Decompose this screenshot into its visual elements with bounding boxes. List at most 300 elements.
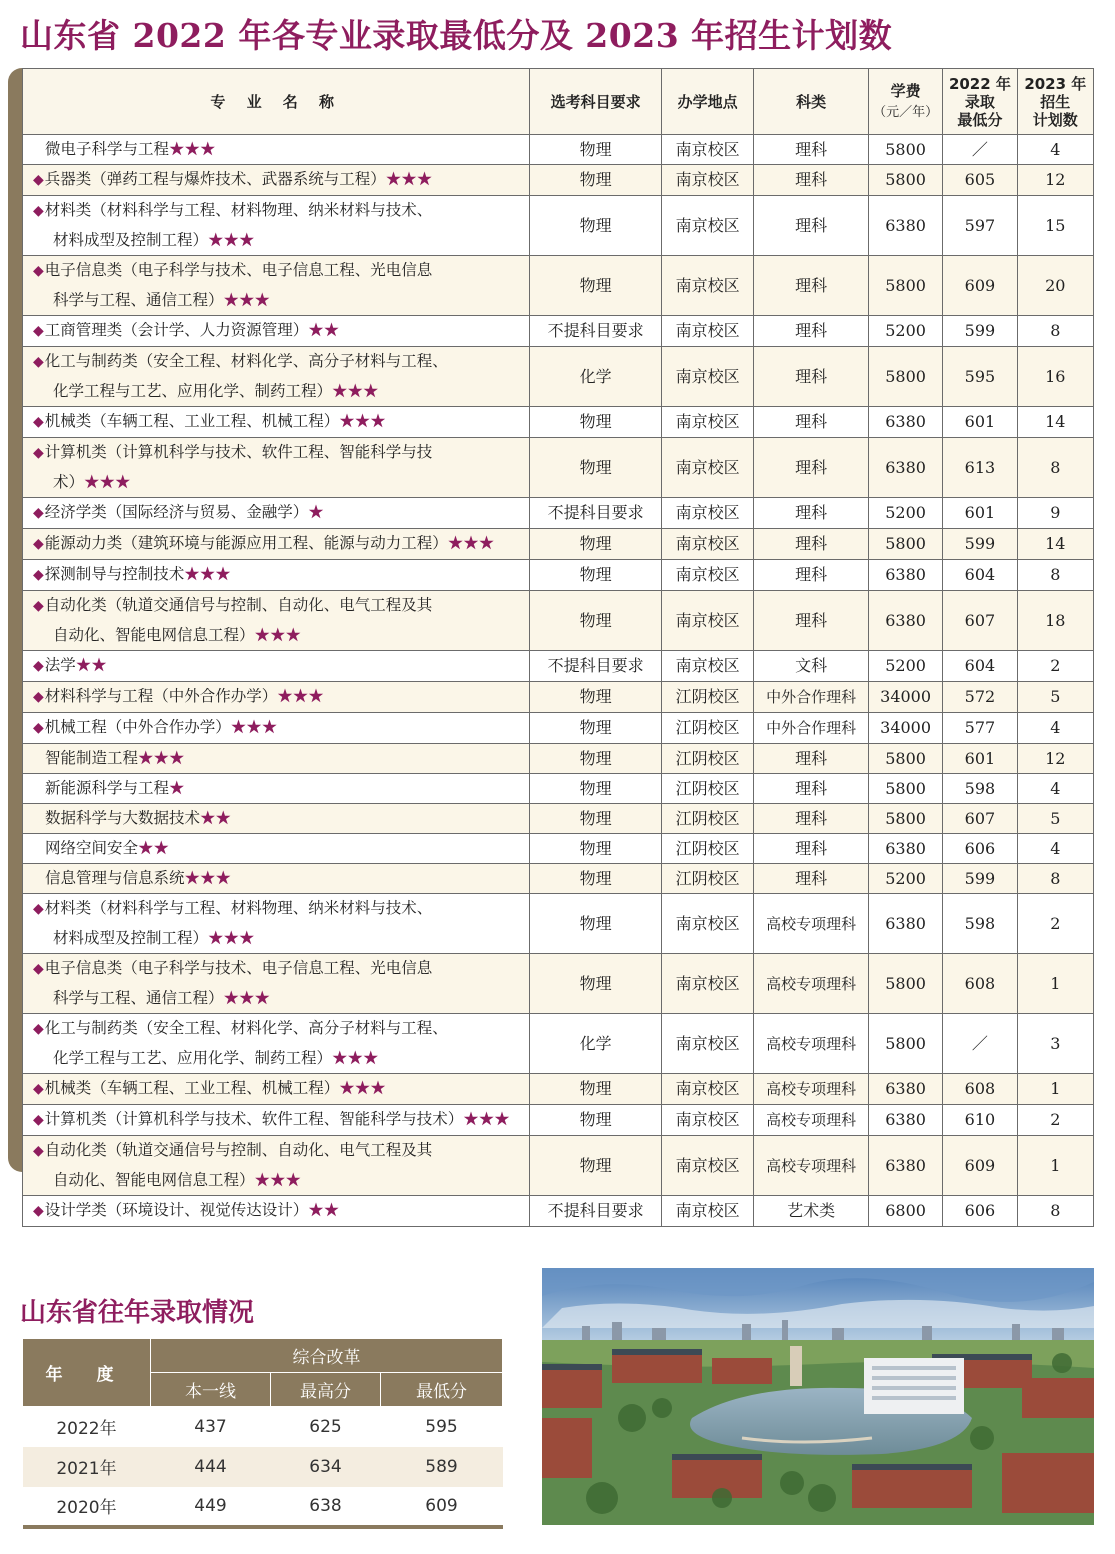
- page-title: 山东省 2022 年各专业录取最低分及 2023 年招生计划数: [20, 16, 893, 55]
- major-name: 机械类（车辆工程、工业工程、机械工程）: [44, 412, 340, 430]
- star-rating: ★★★: [169, 140, 216, 158]
- star-rating: ★★★: [84, 473, 131, 491]
- fee-cell: 6380: [868, 196, 942, 256]
- table-row: [23, 1014, 1094, 1074]
- history-max-cell: 625: [309, 1416, 342, 1437]
- star-rating: ★★★: [447, 534, 495, 552]
- fee-cell: 6380: [868, 407, 942, 438]
- diamond-icon: ◆: [33, 1203, 44, 1219]
- subject-cell: 不提科目要求: [530, 316, 662, 347]
- plan-cell: 8: [1017, 1196, 1093, 1227]
- min-score-cell: 599: [943, 864, 1017, 894]
- table-row: [23, 894, 1094, 954]
- major-name-cell: [23, 591, 530, 651]
- min-score-cell: 609: [943, 1136, 1017, 1196]
- fee-cell: 6380: [868, 438, 942, 498]
- min-score-cell: 610: [943, 1105, 1017, 1136]
- subject-cell: 物理: [530, 529, 662, 560]
- history-col-max: 最高分: [271, 1373, 381, 1407]
- subject-cell: 物理: [530, 713, 662, 744]
- category-cell: 文科: [754, 651, 869, 682]
- table-row: [23, 834, 1094, 864]
- category-cell: 高校专项理科: [754, 1074, 869, 1105]
- major-name: 设计学类（环境设计、视觉传达设计）: [44, 1201, 309, 1219]
- major-name-cont: 化学工程与工艺、应用化学、制药工程）: [53, 1049, 333, 1067]
- category-cell: 高校专项理科: [754, 954, 869, 1014]
- header-plan-line2: 招生: [1040, 92, 1071, 111]
- history-min-cell: 589: [381, 1447, 503, 1487]
- subject-cell: 化学: [530, 1014, 662, 1074]
- major-name-cell: [23, 256, 530, 316]
- diamond-icon: ◆: [33, 658, 44, 674]
- plan-cell: 1: [1017, 1136, 1093, 1196]
- table-row: [23, 196, 1094, 256]
- major-name: 网络空间安全: [45, 839, 139, 857]
- table-row: [23, 560, 1094, 591]
- category-cell: 理科: [754, 407, 869, 438]
- category-cell: 高校专项理科: [754, 1014, 869, 1074]
- fee-cell: 5800: [868, 256, 942, 316]
- campus-cell: 南京校区: [661, 1136, 753, 1196]
- major-name: 电子信息类（电子科学与技术、电子信息工程、光电信息: [44, 261, 433, 279]
- category-cell: 理科: [754, 804, 869, 834]
- major-name-cell: [23, 1074, 530, 1105]
- major-name-cell: [23, 529, 530, 560]
- campus-cell: 江阴校区: [661, 713, 753, 744]
- category-cell: 理科: [754, 135, 869, 165]
- star-rating: ★★★: [463, 1110, 510, 1128]
- major-name-cell: [23, 407, 530, 438]
- plan-cell: 3: [1017, 1014, 1093, 1074]
- table-row: [23, 256, 1094, 316]
- table-row: [23, 165, 1094, 196]
- table-row: [23, 1136, 1094, 1196]
- plan-cell: 20: [1017, 256, 1093, 316]
- table-row: [23, 529, 1094, 560]
- campus-cell: 南京校区: [661, 651, 753, 682]
- major-name-cell: [23, 682, 530, 713]
- star-rating: ★★★: [230, 718, 278, 736]
- min-score-cell: 606: [943, 1196, 1017, 1227]
- fee-cell: 34000: [868, 713, 942, 744]
- table-row: [23, 1196, 1094, 1227]
- fee-cell: 6380: [868, 1105, 942, 1136]
- diamond-icon: ◆: [33, 1081, 44, 1097]
- history-table-body: [23, 1407, 503, 1527]
- major-name-cell: [23, 864, 530, 894]
- subject-cell: 物理: [530, 894, 662, 954]
- table-row: [23, 864, 1094, 894]
- header-category: 科类: [754, 69, 869, 135]
- plan-cell: 4: [1017, 713, 1093, 744]
- diamond-icon: ◆: [33, 414, 44, 430]
- star-rating: ★★★: [208, 929, 255, 947]
- subject-cell: 物理: [530, 165, 662, 196]
- major-name-cont: 材料成型及控制工程）: [53, 929, 209, 947]
- min-score-cell: 599: [943, 316, 1017, 347]
- subject-cell: 物理: [530, 834, 662, 864]
- fee-cell: 6800: [868, 1196, 942, 1227]
- fee-cell: 5800: [868, 804, 942, 834]
- header-fee: [868, 69, 942, 135]
- category-cell: 理科: [754, 560, 869, 591]
- min-score-cell: 608: [943, 1074, 1017, 1105]
- category-cell: 理科: [754, 165, 869, 196]
- table-row: [23, 1105, 1094, 1136]
- subject-cell: 不提科目要求: [530, 498, 662, 529]
- diamond-icon: ◆: [33, 961, 44, 977]
- major-name: 化工与制药类（安全工程、材料化学、高分子材料与工程、: [44, 1019, 448, 1037]
- header-min-line2: 录取: [964, 92, 995, 111]
- table-row: [23, 316, 1094, 347]
- major-name: 材料科学与工程（中外合作办学）: [44, 687, 278, 705]
- plan-cell: 4: [1017, 834, 1093, 864]
- fee-cell: 6380: [868, 1136, 942, 1196]
- major-name: 数据科学与大数据技术: [45, 809, 201, 827]
- campus-cell: 南京校区: [661, 256, 753, 316]
- plan-cell: 9: [1017, 498, 1093, 529]
- category-cell: 中外合作理科: [754, 682, 869, 713]
- campus-cell: 江阴校区: [661, 804, 753, 834]
- history-row: [23, 1447, 503, 1487]
- table-row: [23, 804, 1094, 834]
- diamond-icon: ◆: [33, 172, 44, 188]
- major-name-cell: [23, 135, 530, 165]
- major-name-cell: [23, 1136, 530, 1196]
- diamond-icon: ◆: [33, 720, 44, 736]
- category-cell: 高校专项理科: [754, 894, 869, 954]
- history-year-cell: 2021年: [23, 1447, 151, 1487]
- subject-cell: 不提科目要求: [530, 651, 662, 682]
- diamond-icon: ◆: [33, 505, 44, 521]
- major-name: 机械类（车辆工程、工业工程、机械工程）: [44, 1079, 340, 1097]
- diamond-icon: ◆: [33, 1021, 44, 1037]
- diamond-icon: ◆: [33, 263, 44, 279]
- header-plan-line1: 2023 年: [1024, 74, 1087, 93]
- history-line-cell: 437: [194, 1416, 227, 1437]
- major-name-cont: 术）: [53, 473, 85, 491]
- diamond-icon: ◆: [33, 567, 44, 583]
- header-min-line1: 2022 年: [948, 74, 1011, 93]
- subject-cell: 物理: [530, 864, 662, 894]
- category-cell: 艺术类: [754, 1196, 869, 1227]
- major-name: 探测制导与控制技术: [44, 565, 185, 583]
- fee-cell: 5200: [868, 651, 942, 682]
- subject-cell: 物理: [530, 560, 662, 591]
- header-plan-line3: 计划数: [1032, 110, 1078, 129]
- fee-cell: 5200: [868, 864, 942, 894]
- min-score-cell: 601: [943, 407, 1017, 438]
- campus-cell: 南京校区: [661, 560, 753, 591]
- major-name: 信息管理与信息系统: [45, 869, 185, 887]
- category-cell: 理科: [754, 498, 869, 529]
- major-name: 法学: [44, 656, 76, 674]
- fee-cell: 5800: [868, 1014, 942, 1074]
- campus-cell: 南京校区: [661, 196, 753, 256]
- table-row: [23, 498, 1094, 529]
- plan-cell: 16: [1017, 347, 1093, 407]
- table-row: [23, 591, 1094, 651]
- history-table: [22, 1338, 503, 1529]
- fee-cell: 6380: [868, 560, 942, 591]
- fee-cell: 5800: [868, 744, 942, 774]
- history-group-header: 综合改革: [151, 1339, 503, 1373]
- diamond-icon: ◆: [33, 445, 44, 461]
- min-score-cell: 599: [943, 529, 1017, 560]
- subject-cell: 化学: [530, 347, 662, 407]
- major-name-cell: [23, 1196, 530, 1227]
- major-name: 计算机类（计算机科学与技术、软件工程、智能科学与技: [44, 443, 433, 461]
- major-name-cont: 自动化、智能电网信息工程）: [53, 1171, 255, 1189]
- category-cell: 理科: [754, 529, 869, 560]
- plan-cell: 5: [1017, 682, 1093, 713]
- category-cell: 理科: [754, 347, 869, 407]
- major-name-cont: 化学工程与工艺、应用化学、制药工程）: [53, 382, 333, 400]
- subject-cell: 物理: [530, 774, 662, 804]
- campus-cell: 南京校区: [661, 1014, 753, 1074]
- campus-cell: 南京校区: [661, 894, 753, 954]
- star-rating: ★★: [200, 809, 232, 827]
- campus-cell: 南京校区: [661, 1196, 753, 1227]
- fee-cell: 6380: [868, 834, 942, 864]
- major-name-cell: [23, 834, 530, 864]
- campus-cell: 江阴校区: [661, 834, 753, 864]
- star-rating: ★★★: [254, 1171, 302, 1189]
- category-cell: 理科: [754, 864, 869, 894]
- major-name-cell: [23, 498, 530, 529]
- header-min-line3: 最低分: [957, 110, 1003, 129]
- star-rating: ★★★: [223, 291, 271, 309]
- plan-cell: 1: [1017, 954, 1093, 1014]
- min-score-cell: 609: [943, 256, 1017, 316]
- major-name-cell: [23, 316, 530, 347]
- major-name: 微电子科学与工程: [45, 140, 170, 158]
- major-name: 自动化类（轨道交通信号与控制、自动化、电气工程及其: [44, 596, 433, 614]
- plan-cell: 12: [1017, 165, 1093, 196]
- diamond-icon: ◆: [33, 901, 44, 917]
- star-rating: ★★: [308, 1201, 340, 1219]
- fee-cell: 5200: [868, 498, 942, 529]
- major-name: 工商管理类（会计学、人力资源管理）: [44, 321, 309, 339]
- major-name: 化工与制药类（安全工程、材料化学、高分子材料与工程、: [44, 352, 448, 370]
- history-title: 山东省往年录取情况: [20, 1298, 255, 1328]
- diamond-icon: ◆: [33, 323, 44, 339]
- history-line-cell: 444: [151, 1447, 271, 1487]
- subject-cell: 物理: [530, 438, 662, 498]
- history-max-cell: 638: [271, 1487, 381, 1527]
- min-score-cell: ／: [943, 135, 1017, 165]
- table-row: [23, 347, 1094, 407]
- star-rating: ★★★: [339, 1079, 386, 1097]
- major-name-cell: [23, 560, 530, 591]
- star-rating: ★★: [138, 839, 170, 857]
- major-name: 材料类（材料科学与工程、材料物理、纳米材料与技术、: [44, 899, 433, 917]
- plan-cell: 8: [1017, 316, 1093, 347]
- major-name-cell: [23, 744, 530, 774]
- major-name-cont: 材料成型及控制工程）: [53, 231, 209, 249]
- star-rating: ★★: [308, 321, 340, 339]
- min-score-cell: 577: [943, 713, 1017, 744]
- history-line-cell: 449: [151, 1487, 271, 1527]
- plan-cell: 8: [1017, 560, 1093, 591]
- major-name: 机械工程（中外合作办学）: [44, 718, 231, 736]
- table-row: [23, 407, 1094, 438]
- min-score-cell: 606: [943, 834, 1017, 864]
- min-score-cell: 607: [943, 591, 1017, 651]
- campus-cell: 南京校区: [661, 529, 753, 560]
- min-score-cell: 604: [943, 651, 1017, 682]
- subject-cell: 物理: [530, 591, 662, 651]
- plan-cell: 2: [1017, 894, 1093, 954]
- star-rating: ★: [308, 503, 324, 521]
- table-row: [23, 713, 1094, 744]
- min-score-cell: 613: [943, 438, 1017, 498]
- star-rating: ★★: [75, 656, 107, 674]
- subject-cell: 物理: [530, 804, 662, 834]
- min-score-cell: 597: [943, 196, 1017, 256]
- admission-table: [22, 68, 1094, 1227]
- category-cell: 理科: [754, 591, 869, 651]
- major-name: 电子信息类（电子科学与技术、电子信息工程、光电信息: [44, 959, 433, 977]
- plan-cell: 15: [1017, 196, 1093, 256]
- star-rating: ★★★: [332, 1049, 379, 1067]
- header-campus: 办学地点: [661, 69, 753, 135]
- fee-cell: 5800: [868, 529, 942, 560]
- table-row: [23, 438, 1094, 498]
- star-rating: ★★★: [184, 565, 231, 583]
- category-cell: 理科: [754, 196, 869, 256]
- major-name-cell: [23, 196, 530, 256]
- major-name-cell: [23, 651, 530, 682]
- fee-cell: 5200: [868, 316, 942, 347]
- star-rating: ★★★: [339, 412, 386, 430]
- major-name-cell: [23, 1014, 530, 1074]
- min-score-cell: 608: [943, 954, 1017, 1014]
- campus-cell: 江阴校区: [661, 774, 753, 804]
- campus-cell: 江阴校区: [661, 682, 753, 713]
- table-row: [23, 744, 1094, 774]
- major-name-cell: [23, 954, 530, 1014]
- star-rating: ★: [169, 779, 185, 797]
- history-min-cell: 609: [381, 1487, 503, 1527]
- major-name-cont: 科学与工程、通信工程）: [53, 989, 224, 1007]
- major-name-cell: [23, 438, 530, 498]
- min-score-cell: 601: [943, 498, 1017, 529]
- plan-cell: 8: [1017, 864, 1093, 894]
- campus-cell: 江阴校区: [661, 744, 753, 774]
- campus-cell: 南京校区: [661, 347, 753, 407]
- major-name: 计算机类（计算机科学与技术、软件工程、智能科学与技术）: [44, 1110, 464, 1128]
- plan-cell: 4: [1017, 774, 1093, 804]
- history-min-cell: 595: [425, 1416, 458, 1437]
- admission-table-body: [23, 135, 1094, 1227]
- campus-photo-illustration: [542, 1268, 1094, 1525]
- star-rating: ★★★: [138, 749, 185, 767]
- min-score-cell: 598: [943, 774, 1017, 804]
- plan-cell: 4: [1017, 135, 1093, 165]
- subject-cell: 物理: [530, 135, 662, 165]
- campus-cell: 南京校区: [661, 135, 753, 165]
- min-score-cell: 605: [943, 165, 1017, 196]
- category-cell: 高校专项理科: [754, 1136, 869, 1196]
- min-score-cell: 595: [943, 347, 1017, 407]
- major-name-cell: [23, 804, 530, 834]
- campus-cell: 南京校区: [661, 316, 753, 347]
- major-name: 经济学类（国际经济与贸易、金融学）: [44, 503, 309, 521]
- history-row: [23, 1487, 503, 1527]
- fee-cell: 6380: [868, 591, 942, 651]
- campus-cell: 南京校区: [661, 498, 753, 529]
- header-plan: [1017, 69, 1093, 135]
- history-year-cell: 2022年: [56, 1419, 117, 1440]
- diamond-icon: ◆: [33, 1112, 44, 1128]
- diamond-icon: ◆: [33, 203, 44, 219]
- category-cell: 理科: [754, 256, 869, 316]
- major-name-cont: 科学与工程、通信工程）: [53, 291, 224, 309]
- subject-cell: 物理: [530, 407, 662, 438]
- header-subject: 选考科目要求: [530, 69, 662, 135]
- campus-cell: 南京校区: [661, 407, 753, 438]
- fee-cell: 5800: [868, 135, 942, 165]
- major-name-cell: [23, 347, 530, 407]
- major-name-cell: [23, 894, 530, 954]
- major-name: 智能制造工程: [45, 749, 139, 767]
- category-cell: 理科: [754, 744, 869, 774]
- campus-cell: 南京校区: [661, 1105, 753, 1136]
- min-score-cell: 572: [943, 682, 1017, 713]
- plan-cell: 2: [1017, 651, 1093, 682]
- major-name: 兵器类（弹药工程与爆炸技术、武器系统与工程）: [44, 170, 386, 188]
- header-fee-line1: 学费: [890, 81, 921, 100]
- campus-aerial-photo: [542, 1268, 1094, 1525]
- major-name: 新能源科学与工程: [45, 779, 170, 797]
- fee-cell: 5800: [868, 165, 942, 196]
- star-rating: ★★★: [184, 869, 232, 887]
- fee-cell: 5800: [868, 774, 942, 804]
- subject-cell: 物理: [530, 196, 662, 256]
- subject-cell: 物理: [530, 1074, 662, 1105]
- history-year-cell: 2020年: [23, 1487, 151, 1527]
- history-row: [23, 1407, 503, 1447]
- campus-cell: 南京校区: [661, 165, 753, 196]
- campus-cell: 江阴校区: [661, 864, 753, 894]
- header-min-score: [943, 69, 1017, 135]
- plan-cell: 5: [1017, 804, 1093, 834]
- table-row: [23, 1074, 1094, 1105]
- plan-cell: 14: [1017, 407, 1093, 438]
- subject-cell: 物理: [530, 682, 662, 713]
- header-name: 专 业 名 称: [23, 69, 530, 135]
- campus-cell: 南京校区: [661, 1074, 753, 1105]
- plan-cell: 14: [1017, 529, 1093, 560]
- fee-cell: 34000: [868, 682, 942, 713]
- major-name: 自动化类（轨道交通信号与控制、自动化、电气工程及其: [44, 1141, 433, 1159]
- major-name-cell: [23, 165, 530, 196]
- major-name-cont: 自动化、智能电网信息工程）: [53, 626, 255, 644]
- table-row: [23, 135, 1094, 165]
- history-year-header: 年 度: [23, 1339, 151, 1407]
- min-score-cell: 601: [943, 744, 1017, 774]
- min-score-cell: ／: [943, 1014, 1017, 1074]
- table-row: [23, 774, 1094, 804]
- star-rating: ★★★: [277, 687, 324, 705]
- table-row: [23, 954, 1094, 1014]
- star-rating: ★★★: [332, 382, 379, 400]
- min-score-cell: 598: [943, 894, 1017, 954]
- category-cell: 高校专项理科: [754, 1105, 869, 1136]
- plan-cell: 8: [1017, 438, 1093, 498]
- plan-cell: 18: [1017, 591, 1093, 651]
